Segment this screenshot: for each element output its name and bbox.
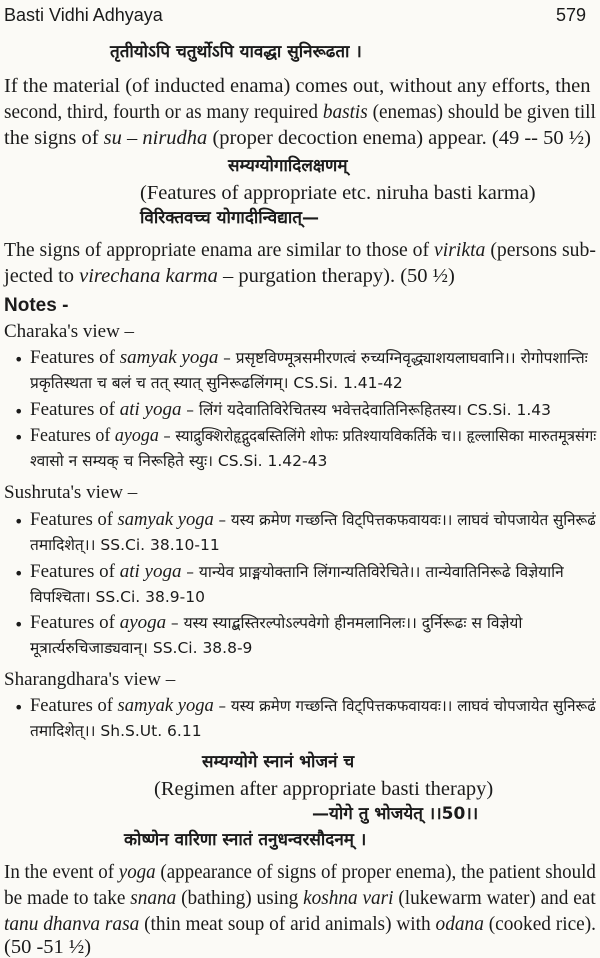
sushruta-ati-yoga: Features of ati yoga – यान्येव प्राङ्मयोक्तानि लिंगान्यतिविरेचिते।। तान्येवातिनिरूढे विज्ञेयानि <box>30 561 564 582</box>
section-heading-regimen: सम्यग्योगे स्नानं भोजनं च <box>202 752 355 772</box>
running-header-title: Basti Vidhi Adhyaya <box>4 5 163 25</box>
sharangdhara-samyak-yoga-cont: तमादिशेत्।। Sh.S.Ut. 6.11 <box>30 722 202 740</box>
page-number: 579 <box>556 5 587 25</box>
bullet-icon: • <box>14 350 24 369</box>
bullet-icon: • <box>14 402 24 421</box>
paragraph-1-line-1: If the material (of inducted enama) comes out, without any efforts, then <box>4 75 591 97</box>
sharangdhara-samyak-yoga: Features of samyak yoga – यस्य क्रमेण गच्छन्ति विट्पित्तकफवायवः।। लाघवं चोपजायेत सुनिरूढं <box>30 695 596 716</box>
verse-50b: —योगे तु भोजयेत् ।।50।। <box>312 804 479 824</box>
section-heading-features: सम्यग्योगादिलक्षणम् <box>228 156 348 176</box>
verse-49: तृतीयोऽपि चतुर्थोऽपि यावद्धा सुनिरूढता । <box>110 42 362 62</box>
paragraph-3-line-4: (50 -51 ½) <box>4 936 92 958</box>
charaka-view-label: Charaka's view – <box>4 321 135 342</box>
sushruta-ayoga: Features of ayoga – यस्य स्याद्बस्तिरल्पोऽल्पवेगो हीनमलानिलः।। दुर्निरूढः स विज्ञेयो <box>30 612 523 633</box>
sushruta-samyak-yoga: Features of samyak yoga – यस्य क्रमेण गच्छन्ति विट्पित्तकफवायवः।। लाघवं चोपजायेत सुनिरूढं <box>30 509 596 530</box>
charaka-ati-yoga: Features of ati yoga – लिंगं यदेवातिविरेचितस्य भवेत्तदेवातिनिरूहितस्य। CS.Si. 1.43 <box>30 399 551 420</box>
bullet-icon: • <box>14 564 24 583</box>
paragraph-3-line-1: In the event of yoga (appearance of signs of proper enema), the patient should <box>4 861 596 883</box>
section-heading-features-english: (Features of appropriate etc. niruha basti karma) <box>140 182 536 204</box>
section-heading-regimen-english: (Regimen after appropriate basti therapy) <box>154 778 494 800</box>
charaka-samyak-yoga-cont: प्रकृतिस्थता च बलं च तत् स्यात् सुनिरूढलिंगम्। CS.Si. 1.41-42 <box>30 374 403 392</box>
sushruta-ayoga-cont: मूत्रार्त्यरुचिजाड्यवान्। SS.Ci. 38.8-9 <box>30 639 253 657</box>
verse-50: विरिक्तवच्च योगादीन्विद्यात्— <box>140 208 319 228</box>
sharangdhara-view-label: Sharangdhara's view – <box>4 669 176 690</box>
notes-heading: Notes - <box>4 295 69 316</box>
paragraph-1-line-3: the signs of su – nirudha (proper decoction enema) appear. (49 -- 50 ½) <box>4 127 591 149</box>
sushruta-view-label: Sushruta's view – <box>4 482 138 503</box>
sushruta-ati-yoga-cont: विपश्चिता। SS.Ci. 38.9-10 <box>30 588 205 606</box>
bullet-icon: • <box>14 428 24 447</box>
bullet-icon: • <box>14 615 24 634</box>
paragraph-2-line-2: jected to virechana karma – purgation therapy). (50 ½) <box>4 265 455 287</box>
verse-51: कोष्णेन वारिणा स्नातं तनुधन्वरसौदनम् । <box>124 830 367 850</box>
bullet-icon: • <box>14 698 24 717</box>
bullet-icon: • <box>14 512 24 531</box>
paragraph-3-line-3: tanu dhanva rasa (thin meat soup of arid animals) with odana (cooked rice). <box>4 913 597 935</box>
charaka-ayoga: Features of ayoga – स्याद्रुक्शिरोहृद्गुदबस्तिलिंगे शोफः प्रतिश्यायविकर्तिके च।। हृल्लासिका मारुतमूत्रसंगः <box>30 425 597 446</box>
charaka-ayoga-cont: श्वासो न सम्यक् च निरूहिते स्युः। CS.Si. 1.42-43 <box>30 452 328 470</box>
paragraph-3-line-2: be made to take snana (bathing) using koshna vari (lukewarm water) and eat <box>4 887 596 909</box>
paragraph-1-line-2: second, third, fourth or as many required bastis (enemas) should be given till <box>4 101 596 123</box>
paragraph-2-line-1: The signs of appropriate enama are similar to those of virikta (persons sub- <box>4 239 596 261</box>
sushruta-samyak-yoga-cont: तमादिशेत्।। SS.Ci. 38.10-11 <box>30 536 220 554</box>
charaka-samyak-yoga: Features of samyak yoga – प्रसृष्टविण्मूत्रसमीरणत्वं रुच्यग्निवृद्ध्याशयलाघवानि।। रोगोपशान्तिः <box>30 347 588 368</box>
